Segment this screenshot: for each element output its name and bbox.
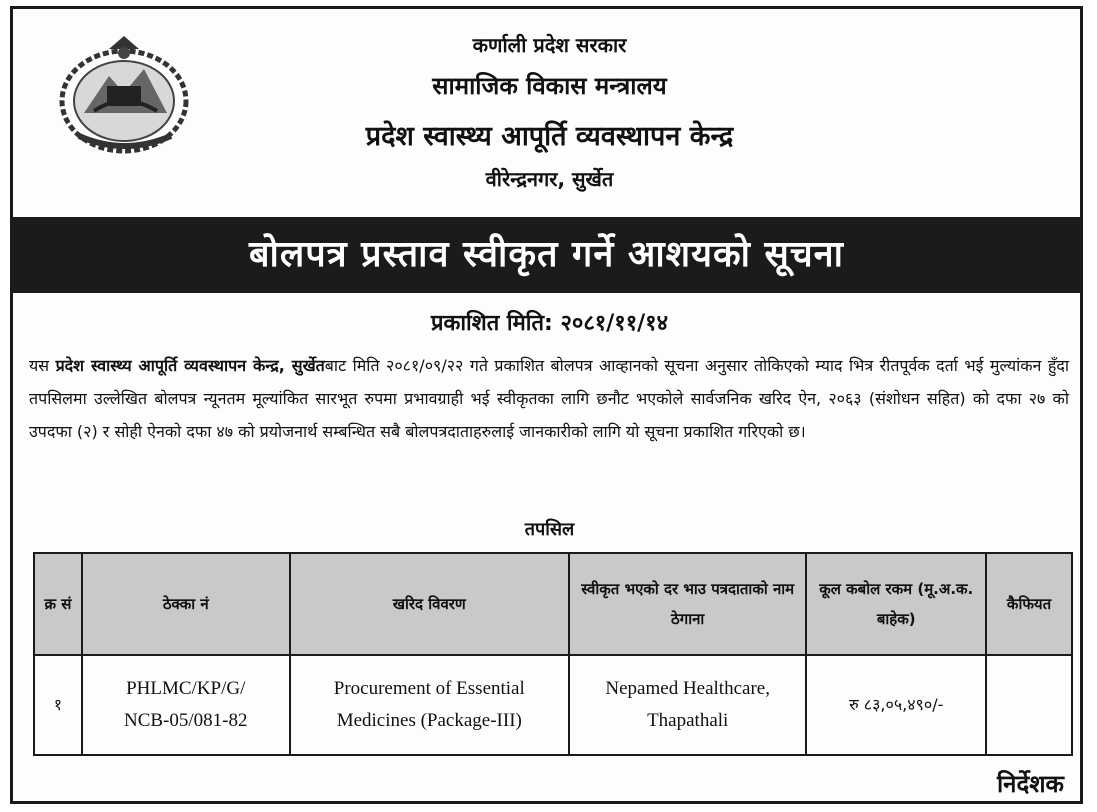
- body-prefix: यस: [29, 356, 56, 375]
- province-government-title: कर्णाली प्रदेश सरकार: [472, 33, 627, 57]
- cell-remarks: [986, 655, 1072, 755]
- cell-contract: [82, 655, 290, 755]
- cell-description: [290, 655, 569, 755]
- body-text: बाट मिति २०८१/०९/२२ गते प्रकाशित बोलपत्र आव्हानको सूचना अनुसार तोकिएको म्याद भित्र रीतपूर्वक दर्ता भई मुल्यांकन हुँदा तपसिलमा उल्लेखित बोलपत्र न्यूनतम मूल्यांकित सारभूत रुपमा प्रभावग्राही भई स्वीकृतका लागि छनौट भएकोले सार्वजनिक खरिद ऐन, २०६३ (संशोधन सहित) को दफा २७ को उपदफा (२) र सोही ऐनको दफा ४७ को प्रयोजनार्थ सम्बन्धित सबै बोलपत्रदाताहरुलाई जानकारीको लागि यो सूचना प्रकाशित गरिएको छ।: [29, 356, 1069, 441]
- col-header-bidder: स्वीकृत भएको दर भाउ पत्रदाताको नाम ठेगाना: [569, 553, 806, 655]
- table-header-row: [34, 553, 1072, 655]
- cell-bidder: [569, 655, 806, 755]
- signature-director: निर्देशक: [996, 770, 1064, 798]
- table-row: [34, 655, 1072, 755]
- body-org-name: प्रदेश स्वास्थ्य आपूर्ति व्यवस्थापन केन्द्र, सुर्खेत: [55, 356, 325, 375]
- center-title: प्रदेश स्वास्थ्य आपूर्ति व्यवस्थापन केन्द्र: [365, 121, 734, 152]
- cell-amount: रु ८३,०५,४९०/-: [806, 655, 986, 755]
- cell-bidder-line1: Nepamed Healthcare,: [605, 678, 770, 699]
- col-header-description: खरिद विवरण: [290, 553, 569, 655]
- publish-date: प्रकाशित मिति: २०८१/११/१४: [430, 311, 669, 336]
- details-table: [33, 552, 1073, 756]
- cell-description-line1: Procurement of Essential: [333, 678, 525, 699]
- col-header-amount: कूल कबोल रकम (मू.अ.क. बाहेक): [806, 553, 986, 655]
- notice-frame: [10, 6, 1083, 804]
- col-header-sn: क्र सं: [34, 553, 82, 655]
- col-header-contract: ठेक्का नं: [82, 553, 290, 655]
- cell-bidder-line2: Thapathali: [647, 710, 729, 731]
- cell-sn: १: [34, 655, 82, 755]
- notice-body: [29, 349, 1069, 448]
- notice-banner: बोलपत्र प्रस्ताव स्वीकृत गर्ने आशयको सूचना: [13, 217, 1080, 293]
- cell-contract-line1: PHLMC/KP/G/: [126, 678, 246, 699]
- cell-description-line2: Medicines (Package-III): [336, 710, 522, 731]
- location-title: वीरेन्द्रनगर, सुर्खेत: [485, 167, 614, 191]
- ministry-title: सामाजिक विकास मन्त्रालय: [432, 72, 667, 100]
- col-header-remarks: कैफियत: [986, 553, 1072, 655]
- details-heading: तपसिल: [524, 519, 575, 540]
- cell-contract-line2: NCB-05/081-82: [123, 710, 248, 731]
